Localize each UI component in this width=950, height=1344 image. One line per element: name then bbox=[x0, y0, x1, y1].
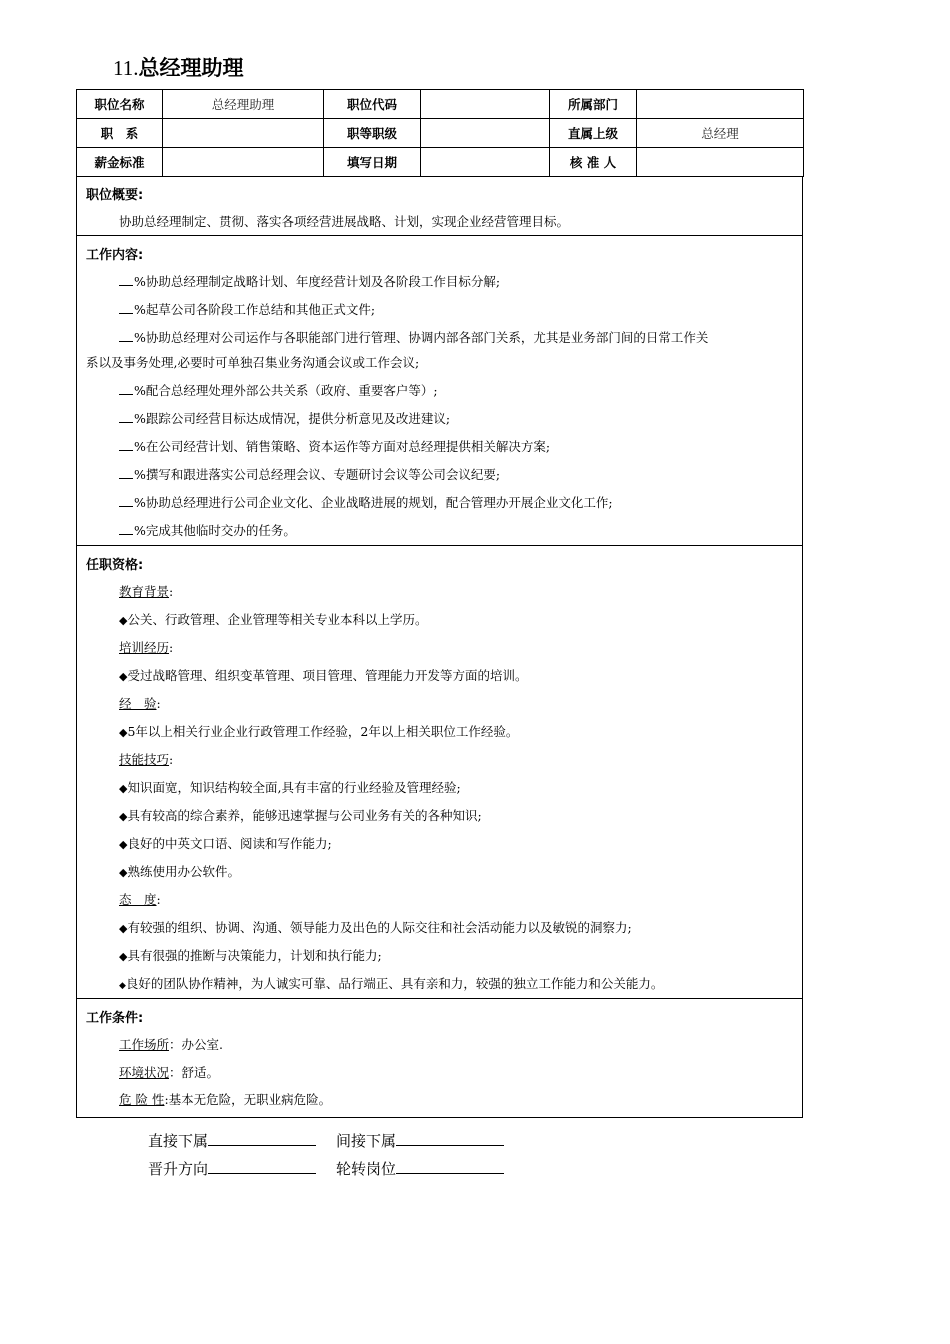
diamond-bullet-icon: ◆ bbox=[119, 838, 128, 851]
duty-item: %配合总经理处理外部公共关系（政府、重要客户等）; bbox=[119, 381, 438, 399]
skill-item: ◆熟练使用办公软件。 bbox=[119, 864, 240, 879]
duty-item: %完成其他临时交办的任务。 bbox=[119, 521, 296, 539]
diamond-bullet-icon: ◆ bbox=[119, 922, 128, 935]
approver-label: 核 准 人 bbox=[550, 148, 637, 177]
fill-date-value bbox=[421, 148, 550, 177]
job-code-label: 职位代码 bbox=[324, 90, 421, 119]
skills-heading: 技能技巧: bbox=[119, 752, 174, 767]
duties-section bbox=[76, 236, 803, 546]
education-heading: 教育背景: bbox=[119, 584, 174, 599]
duty-item: %协助总经理制定战略计划、年度经营计划及各阶段工作目标分解; bbox=[119, 272, 500, 290]
diamond-bullet-icon: ◆ bbox=[119, 950, 128, 963]
job-title-label: 职位名称 bbox=[77, 90, 163, 119]
overview-label: 职位概要: bbox=[86, 188, 144, 203]
supervisor-value: 总经理 bbox=[637, 119, 804, 148]
environment-line: 环境状况：舒适。 bbox=[119, 1065, 220, 1080]
skill-item: ◆知识面宽，知识结构较全面,具有丰富的行业经验及管理经验; bbox=[119, 780, 461, 795]
overview-section bbox=[76, 176, 803, 236]
conditions-label: 工作条件: bbox=[86, 1011, 144, 1026]
rotation-line bbox=[396, 1158, 504, 1174]
duty-item-continued: 系以及事务处理,必要时可单独召集业务沟通会议或工作会议; bbox=[86, 355, 420, 370]
qualifications-label: 任职资格: bbox=[86, 558, 144, 573]
diamond-bullet-icon: ◆ bbox=[119, 670, 128, 683]
training-item: ◆受过战略管理、组织变革管理、项目管理、管理能力开发等方面的培训。 bbox=[119, 668, 528, 683]
job-family-label: 职 系 bbox=[77, 119, 163, 148]
salary-value bbox=[163, 148, 324, 177]
diamond-bullet-icon: ◆ bbox=[119, 726, 128, 739]
education-item: ◆公关、行政管理、企业管理等相关专业本科以上学历。 bbox=[119, 612, 428, 627]
table-row bbox=[77, 148, 804, 177]
experience-heading: 经 验: bbox=[119, 696, 161, 711]
department-label: 所属部门 bbox=[550, 90, 637, 119]
duty-item: %协助总经理对公司运作与各职能部门进行管理、协调内部各部门关系，尤其是业务部门间的日常工作关 bbox=[119, 328, 708, 346]
diamond-bullet-icon: ◆ bbox=[119, 782, 128, 795]
diamond-bullet-icon: ◆ bbox=[119, 866, 128, 879]
skill-item: ◆具有较高的综合素养，能够迅速掌握与公司业务有关的各种知识; bbox=[119, 808, 482, 823]
diamond-bullet-icon: ◆ bbox=[119, 981, 126, 991]
table-row bbox=[77, 90, 804, 119]
page-title: 11.总经理助理 bbox=[113, 56, 244, 80]
job-title-value: 总经理助理 bbox=[163, 90, 324, 119]
qualifications-section bbox=[76, 546, 803, 999]
duty-item: %协助总经理进行公司企业文化、企业战略进展的规划，配合管理办开展企业文化工作; bbox=[119, 493, 613, 511]
promotion-field: 晋升方向 bbox=[148, 1158, 316, 1179]
diamond-bullet-icon: ◆ bbox=[119, 810, 128, 823]
rotation-field: 轮转岗位 bbox=[336, 1158, 504, 1179]
training-heading: 培训经历: bbox=[119, 640, 174, 655]
indirect-reports-field: 间接下属 bbox=[336, 1130, 504, 1151]
duty-item: %起草公司各阶段工作总结和其他正式文件; bbox=[119, 300, 375, 318]
supervisor-label: 直属上级 bbox=[550, 119, 637, 148]
conditions-section bbox=[76, 999, 803, 1118]
attitude-item: ◆有较强的组织、协调、沟通、领导能力及出色的人际交往和社会活动能力以及敏锐的洞察力; bbox=[119, 920, 632, 935]
direct-reports-line bbox=[208, 1130, 316, 1146]
salary-label: 薪金标准 bbox=[77, 148, 163, 177]
table-row bbox=[77, 119, 804, 148]
grade-label: 职等职级 bbox=[324, 119, 421, 148]
experience-item: ◆5年以上相关行业企业行政管理工作经验，2年以上相关职位工作经验。 bbox=[119, 724, 519, 739]
duty-item: %跟踪公司经营目标达成情况，提供分析意见及改进建议; bbox=[119, 409, 450, 427]
skill-item: ◆良好的中英文口语、阅读和写作能力; bbox=[119, 836, 332, 851]
duty-item: %撰写和跟进落实公司总经理会议、专题研讨会议等公司会议纪要; bbox=[119, 465, 500, 483]
attitude-item: ◆具有很强的推断与决策能力，计划和执行能力; bbox=[119, 948, 382, 963]
attitude-item: ◆良好的团队协作精神，为人诚实可靠、品行端正、具有亲和力，较强的独立工作能力和公关能力。 bbox=[119, 976, 664, 991]
diamond-bullet-icon: ◆ bbox=[119, 614, 128, 627]
direct-reports-field: 直接下属 bbox=[148, 1130, 316, 1151]
approver-value bbox=[637, 148, 804, 177]
job-code-value bbox=[421, 90, 550, 119]
promotion-line bbox=[208, 1158, 316, 1174]
indirect-reports-line bbox=[396, 1130, 504, 1146]
job-header-table bbox=[76, 89, 804, 177]
workplace-line: 工作场所：办公室. bbox=[119, 1037, 224, 1052]
duty-item: %在公司经营计划、销售策略、资本运作等方面对总经理提供相关解决方案; bbox=[119, 437, 550, 455]
department-value bbox=[637, 90, 804, 119]
fill-date-label: 填写日期 bbox=[324, 148, 421, 177]
duties-label: 工作内容: bbox=[86, 248, 144, 263]
attitude-heading: 态 度: bbox=[119, 892, 161, 907]
risk-line: 危 险 性:基本无危险，无职业病危险。 bbox=[119, 1092, 332, 1107]
job-family-value bbox=[163, 119, 324, 148]
grade-value bbox=[421, 119, 550, 148]
overview-text: 协助总经理制定、贯彻、落实各项经营进展战略、计划，实现企业经营管理目标。 bbox=[119, 214, 570, 229]
